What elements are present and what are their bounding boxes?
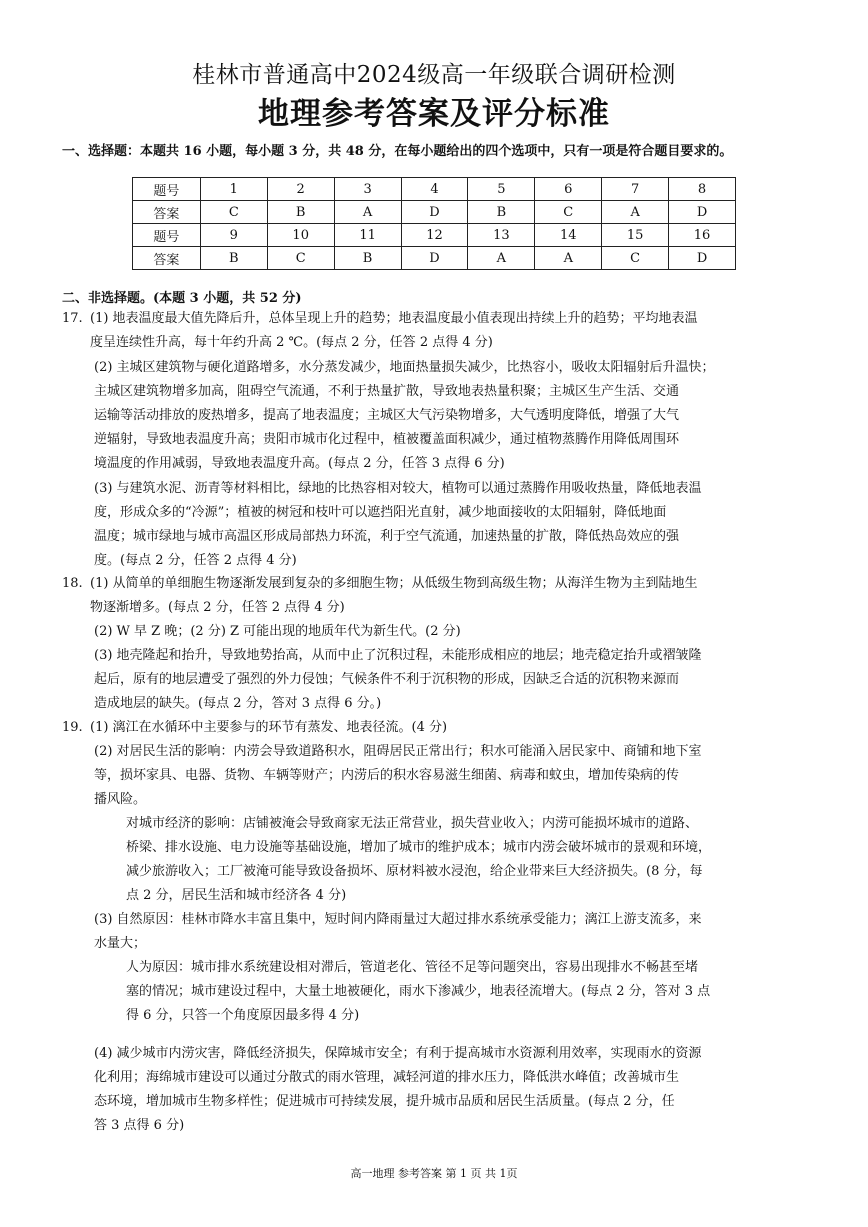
answer-table: [132, 177, 736, 270]
document-title: 地理参考答案及评分标准: [258, 96, 610, 132]
text-line: 答 3 点得 6 分): [94, 1118, 185, 1133]
text-line: 物逐渐增多。(每点 2 分，任答 2 点得 4 分): [90, 600, 345, 615]
table-cell: 1: [200, 178, 267, 201]
table-row: [133, 178, 736, 201]
text-line: 造成地层的缺失。(每点 2 分，答对 3 点得 6 分。): [94, 696, 382, 711]
table-cell: 2: [267, 178, 334, 201]
q17-part2: [94, 356, 715, 476]
text-line: 点 2 分，居民生活和城市经济各 4 分): [126, 888, 347, 903]
text-line: 得 6 分，只答一个角度原因最多得 4 分): [126, 1008, 360, 1023]
text-line: 塞的情况；城市建设过程中，大量土地被硬化，雨水下渗减少，地表径流增大。(每点 2 分，答对 3 点: [126, 984, 711, 999]
table-cell: D: [401, 201, 468, 224]
page-footer: 高一地理 参考答案 第 1 页 共 1页: [350, 1167, 518, 1180]
text-line: (2) 主城区建筑物与硬化道路增多，水分蒸发减少，地面热量损失减少，比热容小，吸收太阳辐射后升温快；: [94, 360, 715, 375]
table-cell: 13: [468, 224, 535, 247]
text-line: 度，形成众多的“冷源”；植被的树冠和枝叶可以遮挡阳光直射，减少地面接收的太阳辐射，降低地面: [94, 505, 667, 520]
table-cell: D: [401, 247, 468, 270]
text-line: (3) 与建筑水泥、沥青等材料相比，绿地的比热容相对较大，植物可以通过蒸腾作用吸收热量，降低地表温: [94, 481, 702, 496]
q19-part4: [94, 1042, 702, 1138]
text-line: 播风险。: [94, 792, 147, 807]
question-17-number: 17.: [62, 311, 83, 326]
table-cell: B: [267, 201, 334, 224]
exam-title: 桂林市普通高中2024级高一年级联合调研检测: [192, 62, 676, 88]
table-cell: 5: [468, 178, 535, 201]
question-19-number: 19.: [62, 720, 83, 735]
text-line: (3) 地壳隆起和抬升，导致地势抬高，从而中止了沉积过程，未能形成相应的地层；地壳稳定抬升或褶皱隆: [94, 648, 702, 663]
table-cell: 7: [602, 178, 669, 201]
q17-part3: [94, 477, 702, 573]
table-cell: C: [602, 247, 669, 270]
text-line: (1) 从简单的单细胞生物逐渐发展到复杂的多细胞生物；从低级生物到高级生物；从海洋生物为主到陆地生: [90, 576, 698, 591]
q18-part3: [94, 644, 702, 716]
table-cell: C: [267, 247, 334, 270]
table-cell: 8: [669, 178, 736, 201]
text-line: (4) 减少城市内涝灾害，降低经济损失，保障城市安全；有利于提高城市水资源利用效率，实现雨水的资源: [94, 1046, 702, 1061]
table-cell: D: [669, 247, 736, 270]
table-cell: C: [200, 201, 267, 224]
q19-part3-human: [126, 956, 710, 1028]
text-line: 起后，原有的地层遭受了强烈的外力侵蚀；气候条件不利于沉积物的形成，因缺乏合适的沉积物来源而: [94, 672, 680, 687]
q19-part2-residents: [94, 740, 702, 812]
text-line: (3) 自然原因：桂林市降水丰富且集中，短时间内降雨量过大超过排水系统承受能力；漓江上游支流多，来: [94, 912, 702, 927]
text-line: 态环境，增加城市生物多样性；促进城市可持续发展，提升城市品质和居民生活质量。(每点 2 分，任: [94, 1094, 675, 1109]
question-18-number: 18.: [62, 576, 83, 591]
q19-part2-economy: [126, 812, 711, 908]
table-cell: B: [200, 247, 267, 270]
table-row-header: 答案: [133, 201, 201, 224]
table-cell: A: [334, 201, 401, 224]
table-row: [133, 224, 736, 247]
text-line: 等，损坏家具、电器、货物、车辆等财产；内涝后的积水容易滋生细菌、病毒和蚊虫，增加传染病的传: [94, 768, 680, 783]
table-cell: A: [602, 201, 669, 224]
table-cell: 3: [334, 178, 401, 201]
text-line: 度呈连续性升高，每十年约升高 2 ℃。(每点 2 分，任答 2 点得 4 分): [90, 335, 493, 350]
table-cell: 6: [535, 178, 602, 201]
text-line: 桥梁、排水设施、电力设施等基础设施，增加了城市的维护成本；城市内涝会破坏城市的景观和环境，: [126, 840, 712, 855]
text-line: 逆辐射，导致地表温度升高；贵阳市城市化过程中，植被覆盖面积减少，通过植物蒸腾作用降低周围环: [94, 432, 680, 447]
text-line: 运输等活动排放的废热增多，提高了地表温度；主城区大气污染物增多，大气透明度降低，增强了大气: [94, 408, 680, 423]
table-cell: A: [535, 247, 602, 270]
section2-heading: 二、非选择题。(本题 3 小题，共 52 分): [62, 291, 302, 306]
table-row-header: 答案: [133, 247, 201, 270]
table-cell: 4: [401, 178, 468, 201]
table-cell: B: [468, 201, 535, 224]
section1-heading: 一、选择题：本题共 16 小题，每小题 3 分，共 48 分，在每小题给出的四个选项中，只有一项是符合题目要求的。: [62, 144, 733, 159]
table-row: [133, 201, 736, 224]
text-line: (2) W 早 Z 晚；(2 分) Z 可能出现的地质年代为新生代。(2 分): [94, 624, 461, 639]
text-line: 人为原因：城市排水系统建设相对滞后，管道老化、管径不足等问题突出，容易出现排水不畅甚至堵: [126, 960, 699, 975]
text-line: 水量大；: [94, 936, 147, 951]
table-row-header: 题号: [133, 178, 201, 201]
table-row: [133, 247, 736, 270]
table-cell: 10: [267, 224, 334, 247]
table-cell: C: [535, 201, 602, 224]
q18-part2: [94, 620, 461, 644]
table-cell: 15: [602, 224, 669, 247]
text-line: 减少旅游收入；工厂被淹可能导致设备损坏、原材料被水浸泡，给企业带来巨大经济损失。(8 分，每: [126, 864, 703, 879]
text-line: (2) 对居民生活的影响：内涝会导致道路积水，阻碍居民正常出行；积水可能涌入居民家中、商铺和地下室: [94, 744, 702, 759]
text-line: (1) 漓江在水循环中主要参与的环节有蒸发、地表径流。(4 分): [90, 720, 448, 735]
text-line: 化利用；海绵城市建设可以通过分散式的雨水管理，减轻河道的排水压力，降低洪水峰值；改善城市生: [94, 1070, 680, 1085]
text-line: 温度；城市绿地与城市高温区形成局部热力环流，利于空气流通，加速热量的扩散，降低热岛效应的强: [94, 529, 680, 544]
table-cell: D: [669, 201, 736, 224]
text-line: 对城市经济的影响：店铺被淹会导致商家无法正常营业，损失营业收入；内涝可能损坏城市的道路、: [126, 816, 699, 831]
table-cell: A: [468, 247, 535, 270]
q17-part1: [90, 307, 698, 355]
table-row-header: 题号: [133, 224, 201, 247]
text-line: 主城区建筑物增多加高，阻碍空气流通，不利于热量扩散，导致地表热量积聚；主城区生产生活、交通: [94, 384, 680, 399]
table-cell: 16: [669, 224, 736, 247]
text-line: 度。(每点 2 分，任答 2 点得 4 分): [94, 553, 297, 568]
text-line: 境温度的作用减弱，导致地表温度升高。(每点 2 分，任答 3 点得 6 分): [94, 456, 505, 471]
table-cell: 14: [535, 224, 602, 247]
table-cell: 9: [200, 224, 267, 247]
table-cell: 11: [334, 224, 401, 247]
table-cell: 12: [401, 224, 468, 247]
q18-part1: [90, 572, 698, 620]
q19-part1: [90, 716, 447, 740]
table-cell: B: [334, 247, 401, 270]
text-line: (1) 地表温度最大值先降后升，总体呈现上升的趋势；地表温度最小值表现出持续上升的趋势；平均地表温: [90, 311, 698, 326]
q19-part3-natural: [94, 908, 702, 956]
